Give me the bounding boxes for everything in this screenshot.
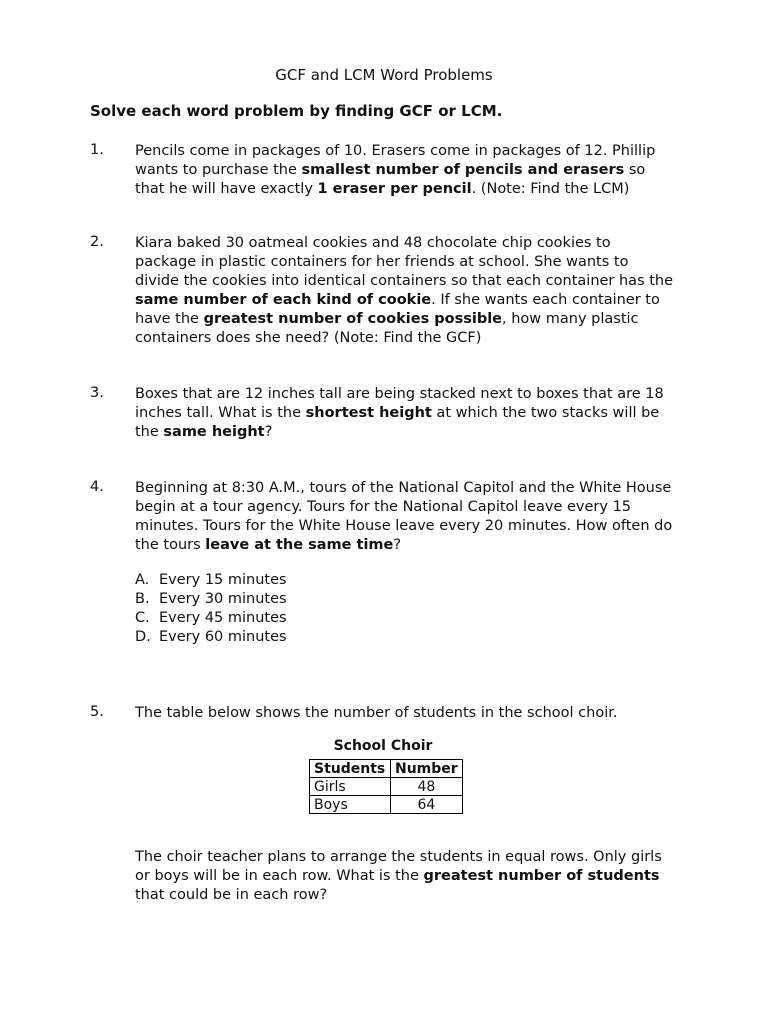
problem-4-number: 4. [90, 479, 104, 495]
table-cell: Boys [310, 796, 391, 814]
table-cell: 64 [391, 796, 463, 814]
table-cell: 48 [391, 778, 463, 796]
problem-2-number: 2. [90, 234, 104, 250]
choice-a: A. Every 15 minutes [135, 572, 287, 588]
problem-3-text: Boxes that are 12 inches tall are being stacked next to boxes that are 18 inches tall. What is the shortest height at which the two stacks will be the same height? [135, 386, 664, 440]
table-cell: Girls [310, 778, 391, 796]
school-choir-table [309, 759, 463, 814]
problem-1-number: 1. [90, 142, 104, 158]
problem-3-number: 3. [90, 385, 104, 401]
instructions: Solve each word problem by finding GCF or LCM. [90, 102, 503, 120]
table-header: Students [310, 760, 391, 778]
problem-5-intro: The table below shows the number of students in the school choir. [135, 705, 618, 721]
problem-5-text: The choir teacher plans to arrange the students in equal rows. Only girls or boys will be in each row. What is the greatest number of students that could be in each row? [135, 849, 662, 903]
choice-c: C. Every 45 minutes [135, 610, 287, 626]
page-title: GCF and LCM Word Problems [275, 66, 493, 84]
table-header: Number [391, 760, 463, 778]
table-title: School Choir [333, 738, 433, 754]
choice-d: D. Every 60 minutes [135, 629, 287, 645]
problem-5-number: 5. [90, 704, 104, 720]
table-row [310, 796, 463, 814]
choice-b: B. Every 30 minutes [135, 591, 287, 607]
problem-4-text: Beginning at 8:30 A.M., tours of the National Capitol and the White House begin at a tour agency. Tours for the National Capitol leave every 15 minutes. Tours for the White House leave every 20 minutes. How often do the tours leave at the same time? [135, 480, 673, 553]
table-header-row [310, 760, 463, 778]
problem-4-choices [135, 571, 287, 647]
problem-1-text: Pencils come in packages of 10. Erasers come in packages of 12. Phillip wants to purchase the smallest number of pencils and erasers so that he will have exactly 1 eraser per pencil. (Note: Find the LCM) [135, 143, 656, 197]
table-row [310, 778, 463, 796]
problem-2-text: Kiara baked 30 oatmeal cookies and 48 chocolate chip cookies to package in plastic containers for her friends at school. She wants to divide the cookies into identical containers so that each container has the same number of each kind of cookie. If she wants each container to have the greatest number of cookies possible, how many plastic containers does she need? (Note: Find the GCF) [135, 235, 674, 346]
